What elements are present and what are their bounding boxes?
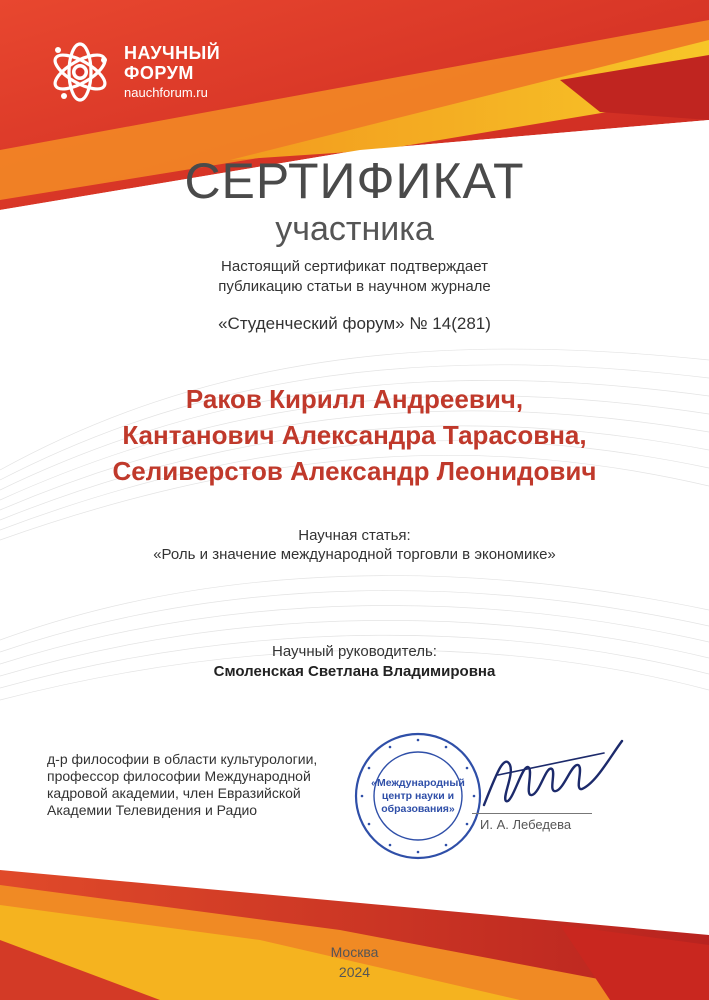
certificate-subtitle: участника <box>275 210 434 248</box>
logo-line2: ФОРУМ <box>124 63 194 83</box>
author-name: Раков Кирилл Андреевич, <box>185 384 524 414</box>
author-name: Селиверстов Александр Леонидович <box>112 456 597 486</box>
confirmation-text <box>0 257 709 297</box>
confirmation-line-1: Настоящий сертификат подтверждает <box>221 258 488 275</box>
logo-url: nauchforum.ru <box>124 85 208 100</box>
stamp-line-3: образования» <box>381 803 455 815</box>
authors-list <box>0 381 709 489</box>
stamp-line-2: центр науки и <box>381 790 455 802</box>
credentials-line: кадровой академии, член Евразийской <box>47 785 301 801</box>
logo-text <box>124 44 220 99</box>
footer-year: 2024 <box>338 964 371 980</box>
supervisor-name: Смоленская Светлана Владимировна <box>213 663 496 680</box>
supervisor-label: Научный руководитель: <box>272 643 437 660</box>
handwritten-signature <box>476 735 626 820</box>
certificate-title: СЕРТИФИКАТ <box>184 153 525 209</box>
stamp-line-1: «Международный <box>371 777 465 789</box>
logo[interactable] <box>44 38 244 108</box>
official-stamp <box>352 730 484 862</box>
supervisor-credentials <box>47 751 317 819</box>
article-label: Научная статья: <box>298 527 411 544</box>
signer-name: И. А. Лебедева <box>480 817 572 832</box>
signature-line <box>472 813 592 814</box>
author-name: Кантанович Александра Тарасовна, <box>122 420 587 450</box>
credentials-line: профессор философии Международной <box>47 768 311 784</box>
logo-line1: НАУЧНЫЙ <box>124 43 221 63</box>
atom-logo-icon <box>44 38 116 106</box>
footer-city: Москва <box>330 944 379 960</box>
credentials-line: д-р философии в области культурологии, <box>47 751 318 767</box>
article-title: «Роль и значение международной торговли в экономике» <box>153 546 556 563</box>
journal-name: «Студенческий форум» № 14(281) <box>218 314 491 333</box>
confirmation-line-2: публикацию статьи в научном журнале <box>218 278 491 295</box>
credentials-line: Академии Телевидения и Радио <box>47 802 258 818</box>
